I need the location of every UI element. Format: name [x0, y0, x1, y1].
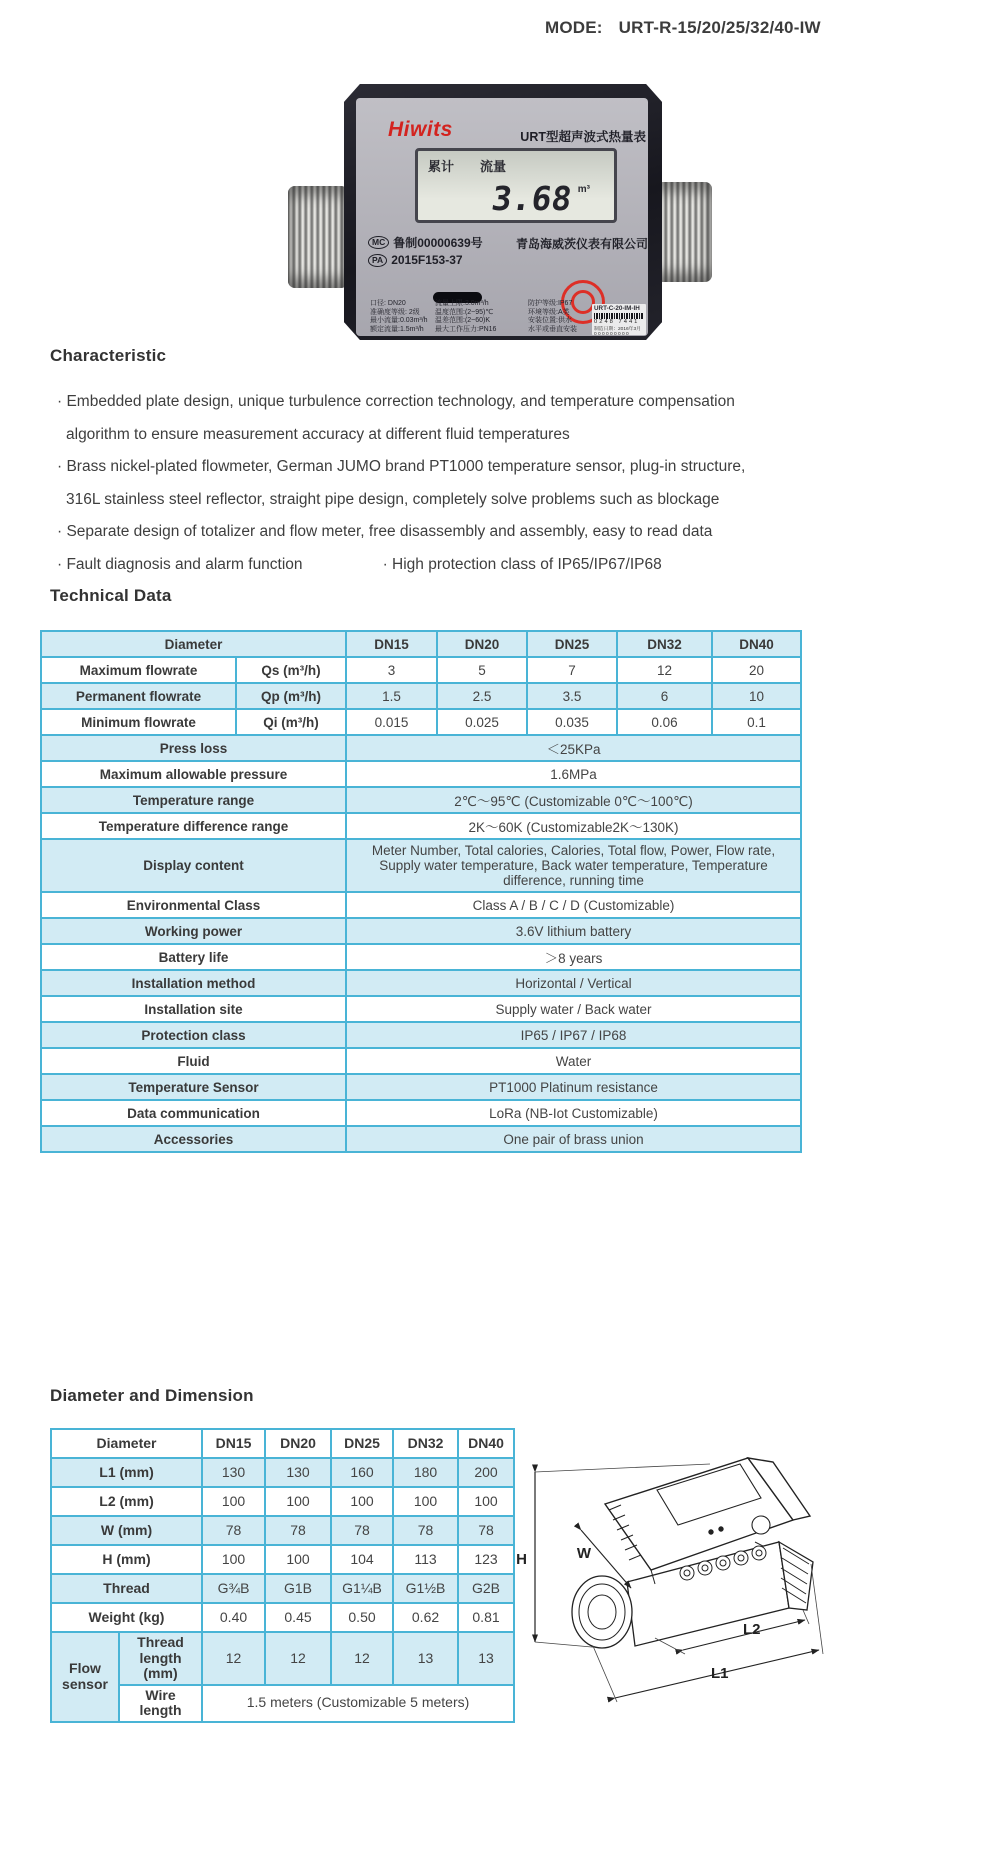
bullet-4-right: · High protection class of IP65/IP67/IP68 — [382, 555, 662, 573]
dim-cell: 100 — [202, 1545, 265, 1574]
tech-cell: 3.5 — [527, 683, 617, 709]
tech-cell: Meter Number, Total calories, Calories, Total flow, Power, Flow rate, Supply water temperature, Back water temperature, Temperature difference, running time — [346, 839, 801, 892]
dim-cell: 100 — [265, 1487, 331, 1516]
table-row — [41, 657, 801, 683]
tech-cell: Class A / B / C / D (Customizable) — [346, 892, 801, 918]
tech-row-label: Temperature Sensor — [41, 1074, 346, 1100]
meter-type-title: URT型超声波式热量表 — [520, 130, 646, 144]
tech-row-symbol: Qp (m³/h) — [236, 683, 346, 709]
mode-header — [545, 18, 821, 38]
dim-header-dn25: DN25 — [331, 1429, 393, 1458]
dim-wire-length-value: 1.5 meters (Customizable 5 meters) — [202, 1685, 514, 1722]
dim-cell: 13 — [458, 1632, 514, 1685]
tech-cell: Horizontal / Vertical — [346, 970, 801, 996]
brand-logo: Hiwits — [388, 118, 453, 141]
dim-ext-l2-left — [655, 1638, 685, 1654]
table-row — [41, 1126, 801, 1152]
bullet-1-line2: algorithm to ensure measurement accuracy at different fluid temperatures — [66, 425, 570, 443]
bullet-4-left: · Fault diagnosis and alarm function — [57, 555, 303, 573]
mc-badge-icon: MC — [368, 236, 389, 249]
sticker-digits: 0248 7441 — [594, 319, 640, 325]
dimension-table — [50, 1428, 515, 1723]
dim-cell: 12 — [265, 1632, 331, 1685]
tech-row-label: Temperature difference range — [41, 813, 346, 839]
tech-cell: 0.06 — [617, 709, 712, 735]
tech-row-label: Fluid — [41, 1048, 346, 1074]
dim-cell: 100 — [331, 1487, 393, 1516]
product-photo — [288, 84, 712, 340]
tech-header-dn15: DN15 — [346, 631, 437, 657]
tech-row-label: Maximum allowable pressure — [41, 761, 346, 787]
dim-header-diameter: Diameter — [51, 1429, 202, 1458]
table-row — [41, 761, 801, 787]
dim-row-label: L1 (mm) — [51, 1458, 202, 1487]
tech-row-label: Display content — [41, 839, 346, 892]
dim-header-dn15: DN15 — [202, 1429, 265, 1458]
sticker-model: URT-C-20-IM-IH — [594, 305, 640, 312]
sticker-serial: 0 0 0 0 0 0 0 0 0 — [594, 332, 629, 335]
dim-ext-h-top — [535, 1464, 710, 1472]
table-row — [41, 970, 801, 996]
dim-cell: 78 — [265, 1516, 331, 1545]
tech-cell: 3 — [346, 657, 437, 683]
lcd-label-flow: 流量 — [480, 159, 507, 174]
threaded-pipe-left — [288, 186, 348, 288]
nameplate-spec-col1: 口径: DN20 准确度等级: 2级 最小流量:0.03m³/h 额定流量:1.5m³/h — [370, 300, 428, 333]
dim-cell: G1B — [265, 1574, 331, 1603]
tech-row-label: Working power — [41, 918, 346, 944]
dim-header-dn32: DN32 — [393, 1429, 458, 1458]
table-row — [41, 735, 801, 761]
tech-row-label: Installation method — [41, 970, 346, 996]
tech-row-label: Minimum flowrate — [41, 709, 236, 735]
lcd-unit: m³ — [577, 184, 590, 195]
dim-cell: 100 — [202, 1487, 265, 1516]
dim-cell: 130 — [202, 1458, 265, 1487]
tech-cell: 0.1 — [712, 709, 801, 735]
tech-cell: 12 — [617, 657, 712, 683]
tech-cell: 10 — [712, 683, 801, 709]
dim-label-l1: L1 — [711, 1665, 729, 1682]
dim-cell: 113 — [393, 1545, 458, 1574]
dim-cell: 180 — [393, 1458, 458, 1487]
table-row — [51, 1632, 514, 1685]
dim-cell: 123 — [458, 1545, 514, 1574]
tech-row-label: Environmental Class — [41, 892, 346, 918]
dim-cell: 78 — [458, 1516, 514, 1545]
tech-cell: 6 — [617, 683, 712, 709]
tech-cell: PT1000 Platinum resistance — [346, 1074, 801, 1100]
bullet-2-line2: 316L stainless steel reflector, straight pipe design, completely solve problems such as blockage — [66, 490, 720, 508]
tech-row-label: Data communication — [41, 1100, 346, 1126]
tech-cell: LoRa (NB-Iot Customizable) — [346, 1100, 801, 1126]
table-row — [41, 892, 801, 918]
dim-row-label: L2 (mm) — [51, 1487, 202, 1516]
dim-cell: 0.45 — [265, 1603, 331, 1632]
nameplate-spec-col3: 防护等级:IP67 环境等级:A类 安装位置:供水 水平或垂直安装 — [528, 300, 577, 333]
dim-cell: G1½B — [393, 1574, 458, 1603]
tech-cell: 2K～60K (Customizable2K～130K) — [346, 813, 801, 839]
dim-cell: 0.50 — [331, 1603, 393, 1632]
dim-ext-l1-left — [593, 1646, 617, 1702]
table-row — [41, 839, 801, 892]
dim-header-dn20: DN20 — [265, 1429, 331, 1458]
table-row — [41, 1022, 801, 1048]
dim-cell: 104 — [331, 1545, 393, 1574]
tech-header-dn32: DN32 — [617, 631, 712, 657]
tech-cell: Supply water / Back water — [346, 996, 801, 1022]
characteristic-list — [57, 386, 977, 581]
mc-number: 鲁制00000639号 — [393, 236, 483, 250]
dim-cell: 100 — [393, 1487, 458, 1516]
tech-cell: One pair of brass union — [346, 1126, 801, 1152]
table-row — [41, 1100, 801, 1126]
table-row — [51, 1429, 514, 1458]
table-row — [41, 631, 801, 657]
tech-cell: 2℃～95℃ (Customizable 0℃～100℃) — [346, 787, 801, 813]
tech-header-diameter: Diameter — [41, 631, 346, 657]
dim-cell: 78 — [393, 1516, 458, 1545]
tech-cell: 7 — [527, 657, 617, 683]
tech-row-label: Accessories — [41, 1126, 346, 1152]
bullet-3: · Separate design of totalizer and flow meter, free disassembly and assembly, easy to read data — [57, 523, 713, 540]
dim-label-l2: L2 — [743, 1621, 761, 1638]
dim-wire-length-label: Wire length — [119, 1685, 202, 1722]
tech-cell: 20 — [712, 657, 801, 683]
table-row — [41, 709, 801, 735]
tech-cell: Water — [346, 1048, 801, 1074]
dim-ext-l2-right — [803, 1610, 809, 1624]
table-row — [51, 1574, 514, 1603]
table-row — [41, 944, 801, 970]
tech-row-symbol: Qi (m³/h) — [236, 709, 346, 735]
dim-row-label: H (mm) — [51, 1545, 202, 1574]
mode-label: MODE: — [545, 18, 603, 37]
tech-header-dn20: DN20 — [437, 631, 527, 657]
dimension-heading: Diameter and Dimension — [50, 1386, 254, 1405]
tech-row-label: Protection class — [41, 1022, 346, 1048]
drawing-flow-body — [572, 1542, 813, 1648]
dim-cell: G1¼B — [331, 1574, 393, 1603]
dim-cell: 12 — [331, 1632, 393, 1685]
dim-cell: G2B — [458, 1574, 514, 1603]
dim-cell: 130 — [265, 1458, 331, 1487]
dim-cell: 100 — [265, 1545, 331, 1574]
nameplate-spec-col2: 流量上限:3.0m³/h 温度范围:(2~95)℃ 温差范围:(2~60)K 最大工作压力:PN16 — [435, 300, 497, 333]
table-row — [51, 1458, 514, 1487]
tech-cell: ＜25KPa — [346, 735, 801, 761]
table-row — [51, 1487, 514, 1516]
tech-cell: 0.015 — [346, 709, 437, 735]
threaded-pipe-right — [654, 182, 712, 282]
dim-cell: 78 — [202, 1516, 265, 1545]
tech-row-label: Temperature range — [41, 787, 346, 813]
table-row — [41, 1074, 801, 1100]
tech-cell: 2.5 — [437, 683, 527, 709]
dim-thread-length-label: Thread length (mm) — [119, 1632, 202, 1685]
serial-sticker — [592, 304, 646, 335]
table-row — [51, 1516, 514, 1545]
tech-cell: 0.025 — [437, 709, 527, 735]
dim-cell: 0.40 — [202, 1603, 265, 1632]
table-row — [51, 1545, 514, 1574]
tech-cell: ＞8 years — [346, 944, 801, 970]
table-row — [41, 918, 801, 944]
bullet-1-line1: · Embedded plate design, unique turbulence correction technology, and temperature compensation — [57, 393, 735, 410]
pa-number: 2015F153-37 — [391, 253, 463, 267]
table-row — [51, 1603, 514, 1632]
tech-cell: 1.5 — [346, 683, 437, 709]
pa-badge-icon: PA — [368, 254, 387, 267]
dim-ext-l1-right — [811, 1564, 823, 1654]
table-row — [41, 1048, 801, 1074]
company-name: 青岛海威茨仪表有限公司 — [515, 237, 648, 251]
technical-data-heading: Technical Data — [50, 586, 172, 605]
dim-label-h: H — [516, 1551, 527, 1568]
tech-cell: 1.6MPa — [346, 761, 801, 787]
dim-cell: G¾B — [202, 1574, 265, 1603]
sticker-date: 制造日期：2016年3月 — [594, 327, 641, 332]
dim-label-w: W — [576, 1545, 591, 1562]
dim-cell: 0.62 — [393, 1603, 458, 1632]
table-row — [41, 813, 801, 839]
table-row — [51, 1685, 514, 1722]
dim-header-dn40: DN40 — [458, 1429, 514, 1458]
tech-header-dn40: DN40 — [712, 631, 801, 657]
lcd-display — [415, 148, 617, 223]
lcd-value: 3.68 — [489, 179, 575, 218]
dim-cell: 13 — [393, 1632, 458, 1685]
characteristic-heading: Characteristic — [50, 346, 167, 365]
dim-cell: 100 — [458, 1487, 514, 1516]
mode-value: URT-R-15/20/25/32/40-IW — [618, 18, 821, 37]
dim-row-label: Weight (kg) — [51, 1603, 202, 1632]
lcd-label-total: 累计 — [428, 159, 455, 174]
tech-cell: IP65 / IP67 / IP68 — [346, 1022, 801, 1048]
dim-cell: 12 — [202, 1632, 265, 1685]
technical-data-table — [40, 630, 802, 1153]
meter-faceplate — [356, 98, 648, 336]
dim-flow-sensor-label: Flow sensor — [51, 1632, 119, 1722]
dim-row-label: Thread — [51, 1574, 202, 1603]
tech-cell: 3.6V lithium battery — [346, 918, 801, 944]
table-row — [41, 996, 801, 1022]
bullet-2-line1: · Brass nickel-plated flowmeter, German JUMO brand PT1000 temperature sensor, plug-in structure, — [57, 458, 746, 475]
dimension-drawing — [505, 1412, 975, 1732]
table-row — [41, 683, 801, 709]
tech-row-symbol: Qs (m³/h) — [236, 657, 346, 683]
tech-header-dn25: DN25 — [527, 631, 617, 657]
table-row — [41, 787, 801, 813]
dim-row-label: W (mm) — [51, 1516, 202, 1545]
tech-row-label: Maximum flowrate — [41, 657, 236, 683]
tech-cell: 5 — [437, 657, 527, 683]
dim-cell: 78 — [331, 1516, 393, 1545]
tech-row-label: Press loss — [41, 735, 346, 761]
tech-row-label: Permanent flowrate — [41, 683, 236, 709]
tech-row-label: Battery life — [41, 944, 346, 970]
dim-cell: 200 — [458, 1458, 514, 1487]
tech-row-label: Installation site — [41, 996, 346, 1022]
dim-cell: 0.81 — [458, 1603, 514, 1632]
tech-cell: 0.035 — [527, 709, 617, 735]
dim-cell: 160 — [331, 1458, 393, 1487]
